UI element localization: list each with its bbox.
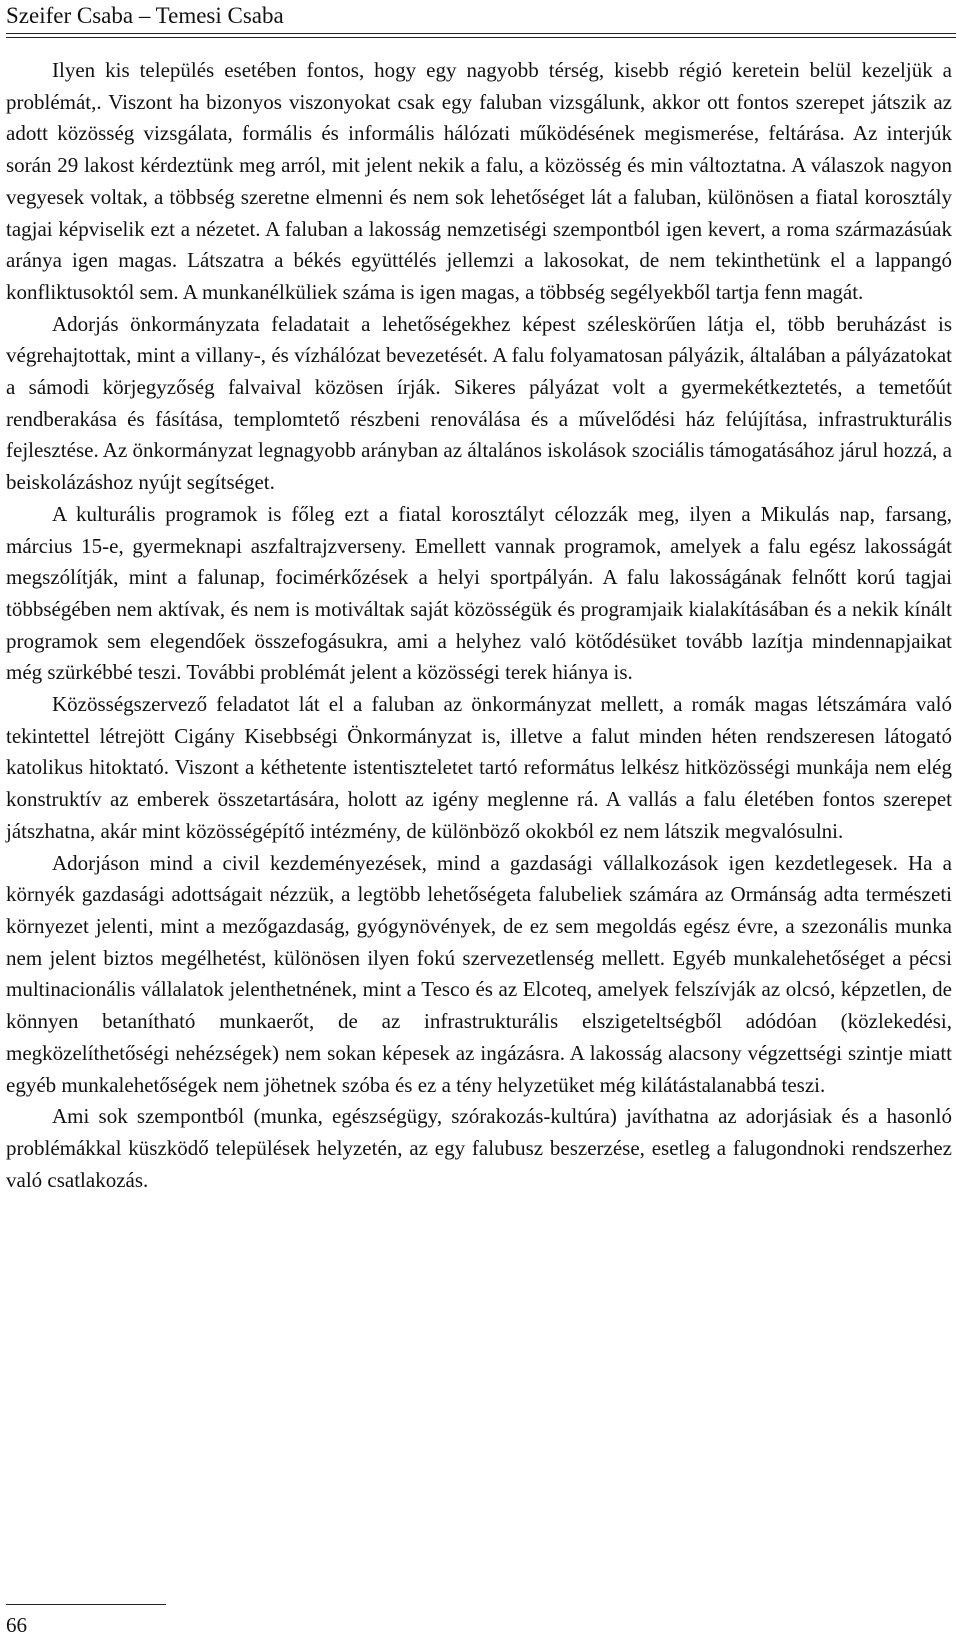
- header-rule-bottom: [6, 37, 956, 38]
- page-number: 66: [6, 1613, 27, 1637]
- running-header: [6, 0, 956, 36]
- paragraph-6: Ami sok szempontból (munka, egészségügy, szórakozás-kultúra) javíthatna az adorjásiak és a hasonló problémákkal küszködő települések helyzetén, az egy falubusz beszerzése, esetleg a falugondnoki rendszerhez való csatlakozás.: [6, 1104, 952, 1192]
- header-title: Szeifer Csaba – Temesi Csaba: [6, 3, 284, 28]
- body-text: [6, 55, 952, 1196]
- paragraph-2: Adorjás önkormányzata feladatait a lehetőségekhez képest széleskörűen látja el, több beruházást is végrehajtottak, mint a villany-, és vízhálózat bevezetését. A falu folyamatosan pályázik, általában a pályázatokat a sámodi körjegyzőség falvaival közösen írják. Sikeres pályázat volt a gyermekétkeztetés, a temetőút rendberakása és fásítása, templomtető részbeni renoválása és a művelődési ház felújítása, infrastrukturális fejlesztése. Az önkormányzat legnagyobb arányban az általános iskolások szociális támogatásához járul hozzá, a beiskolázáshoz nyújt segítséget.: [6, 311, 952, 495]
- paragraph-4: Közösségszervező feladatot lát el a faluban az önkormányzat mellett, a romák magas létszámára való tekintettel létrejött Cigány Kisebbségi Önkormányzat is, illetve a falut minden héten rendszeresen látogató katolikus hitoktató. Viszont a kéthetente istentiszteletet tartó református lelkész hitközösségi munkája nem elég konstruktív az emberek összetartására, holott az igény meglenne rá. A vallás a falu életében fontos szerepet játszhatna, akár mint közösségépítő intézmény, de különböző okokból ez nem látszik megvalósulni.: [6, 692, 952, 843]
- paragraph-5: Adorjáson mind a civil kezdeményezések, mind a gazdasági vállalkozások igen kezdetlegesek. Ha a környék gazdasági adottságait nézzük, a legtöbb lehetőségeta falubeliek számára az Ormánság adta természeti környezet jelenti, mint a mezőgazdaság, gyógynövények, de ez sem megoldás egész évre, a szezonális munka nem jelent biztos megélhetést, különösen ilyen fokú szervezetlenség mellett. Egyéb munkalehetőséget a pécsi multinacionális vállalatok jelenthetnének, mint a Tesco és az Elcoteq, amelyek felszívják az olcsó, képzetlen, de könnyen betanítható munkaerőt, de az infrastrukturális elszigeteltségből adódóan (közlekedési, megközelíthetőségi nehézségek) nem sokan képesek az ingázásra. A lakosság alacsony végzettségi szintje miatt egyéb munkalehetőségek nem jöhetnek szóba és ez a tény helyzetüket még kilátástalanabbá teszi.: [6, 850, 952, 1097]
- paragraph-1: Ilyen kis település esetében fontos, hogy egy nagyobb térség, kisebb régió keretein belül kezeljük a problémát,. Viszont ha bizonyos viszonyokat csak egy faluban vizsgálunk, akkor ott fontos szerepet játszik az adott közösség vizsgálata, formális és informális hálózati működésének megismerése, feltárása. Az interjúk során 29 lakost kérdeztünk meg arról, mit jelent nekik a falu, a közösség és min változtatna. A válaszok nagyon vegyesek voltak, a többség szeretne elmenni és nem sok lehetőséget lát a faluban, különösen a fiatal korosztály tagjai képviselik ezt a nézetet. A faluban a lakosság nemzetiségi szempontból igen kevert, a roma származásúak aránya igen magas. Látszatra a békés együttélés jellemzi a lakosokat, de nem tekinthetünk el a lappangó konfliktusoktól sem. A munkanélküliek száma is igen magas, a többség segélyekből tartja fenn magát.: [6, 58, 952, 304]
- footer-rule: [6, 1604, 166, 1605]
- paragraph-3: A kulturális programok is főleg ezt a fiatal korosztályt célozzák meg, ilyen a Mikulás nap, farsang, március 15-e, gyermeknapi aszfaltrajzverseny. Emellett vannak programok, amelyek a falu egész lakosságát megszólítják, mint a falunap, focimérkőzések a helyi sportpályán. A falu lakosságának felnőtt korú tagjai többségében nem aktívak, és nem is motiváltak saját közösségük és programjaik kialakításában és a nekik kínált programok sem elegendőek összefogásukra, ami a helyhez való kötődésüket tovább lazítja mindennapjaikat még szürkébbé teszi. További problémát jelent a közösségi terek hiánya is.: [6, 501, 952, 685]
- header-rule-top: [6, 33, 956, 34]
